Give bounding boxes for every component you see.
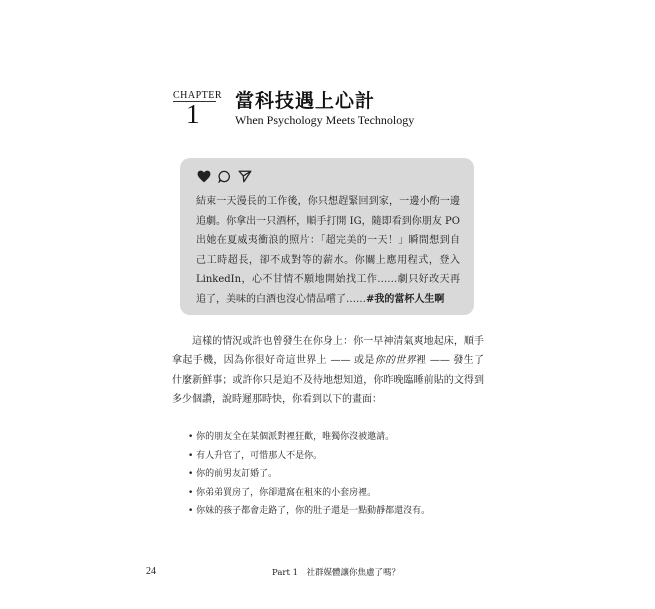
bullet-list (188, 428, 430, 521)
list-item: • 你的朋友全在某個派對裡狂歡，唯獨你沒被邀請。 (188, 432, 395, 442)
chapter-title: 當科技遇上心計 (235, 90, 376, 112)
heart-icon[interactable] (197, 170, 211, 183)
body-paragraph (172, 332, 484, 410)
post-body: 結束一天漫長的工作後，你只想趕緊回到家，一邊小酌一邊追劇。你拿出一只酒杯，順手打開 IG，隨即看到你朋友 PO 出她在夏威夷衝浪的照片：「超完美的一天！」瞬間想到自己工時超長，卻不成對等的薪水。你關上應用程式，登入 LinkedIn，心不甘情不願地開始找工作……劇只好改天再追了，美味的白酒也沒心情品嚐了…… (196, 196, 460, 305)
post-text (196, 192, 460, 310)
post-hashtag: #我的當杯人生啊 (366, 293, 445, 305)
chapter-label: CHAPTER (173, 90, 223, 101)
post-actions (197, 170, 252, 183)
chapter-number: 1 (186, 99, 200, 129)
list-item: • 你妹的孩子都會走路了，你的肚子還是一點動靜都還沒有。 (188, 506, 431, 517)
comment-icon[interactable] (218, 170, 231, 183)
chapter-subtitle: When Psychology Meets Technology (235, 113, 415, 127)
list-item: • 有人升官了，可惜那人不是你。 (188, 450, 323, 461)
body-text-part2: 裡 —— 發生了什麼新鮮事；或許你只是迫不及待地想知道，你昨晚臨睡前貼的文得到多少個讚，說時遲那時快，你看到以下的畫面： (172, 355, 484, 406)
page-number: 24 (146, 566, 156, 577)
list-item: • 你的前男友訂婚了。 (188, 469, 278, 480)
running-footer: Part 1 社群媒體讓你焦慮了嗎？ (272, 568, 400, 578)
social-post-card (180, 158, 474, 315)
list-item: • 你弟弟買房了，你卻還窩在租來的小套房裡。 (188, 487, 377, 498)
body-text-emphasis: 你的世界 (374, 355, 416, 367)
share-icon[interactable] (238, 170, 252, 183)
body-text-part1: 這樣的情況或許也曾發生在你身上：你一早神清氣爽地起床，順手拿起手機，因為你很好奇這世界上 —— 或是 (172, 336, 484, 367)
